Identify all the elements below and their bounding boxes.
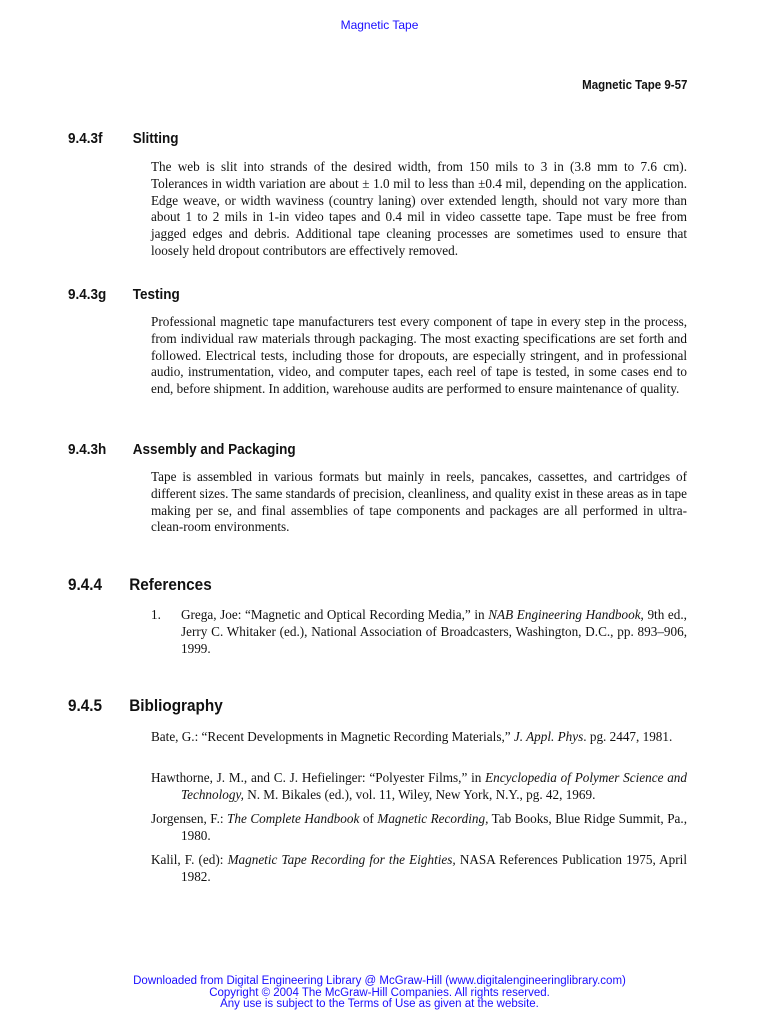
reference-number: 1. [151,607,161,622]
section-heading-testing [68,286,180,303]
assembly-paragraph: Tape is assembled in various formats but mainly in reels, pancakes, cassettes, and cartridges of different sizes. The same standards of precision, cleanliness, and quality exist in these areas as in tape making per se, and final assemblies of tape components and packages are all performed in ultra-clean-room environments. [151,469,687,535]
testing-paragraph: Professional magnetic tape manufacturers test every component of tape in every step in the process, from individual raw materials through packaging. The most exacting specifications are set forth and followed. Electrical tests, including those for dropouts, are especially stringent, and in professional audio, instrumentation, video, and computer tapes, each reel of tape is tested, in some cases end to end, before shipment. In addition, warehouse audits are performed to ensure maintenance of quality. [151,314,687,397]
bibliography-entry: Hawthorne, J. M., and C. J. Hefielinger: “Polyester Films,” in Encyclopedia of Polymer Science and Technology, N. M. Bikales (ed.), vol. 11, Wiley, New York, N.Y., pg. 42, 1969. [151,770,687,802]
section-heading-slitting [68,130,179,147]
section-number: 9.4.5 [68,696,103,715]
bibliography-entry: Kalil, F. (ed): Magnetic Tape Recording for the Eighties, NASA References Publication 1975, April 1982. [151,852,687,884]
section-heading-bibliography [68,696,223,716]
footer [0,976,759,1011]
top-chapter-link[interactable]: Magnetic Tape [340,18,419,32]
section-title: References [129,575,212,594]
section-heading-references [68,575,212,595]
footer-download-link[interactable]: Downloaded from Digital Engineering Library @ McGraw-Hill (www.digitalengineeringlibrary.com) [133,975,626,987]
section-title: Slitting [132,130,179,147]
section-number: 9.4.4 [68,575,103,594]
bibliography-entry: Jorgensen, F.: The Complete Handbook of Magnetic Recording, Tab Books, Blue Ridge Summit, Pa., 1980. [151,811,687,843]
section-heading-assembly [68,441,296,458]
footer-terms-link[interactable]: Any use is subject to the Terms of Use as given at the website. [220,998,539,1010]
section-title: Bibliography [129,696,223,715]
section-number: 9.4.3g [68,286,107,303]
slitting-paragraph: The web is slit into strands of the desired width, from 150 mils to 3 in (3.8 mm to 7.6 cm). Tolerances in width variation are about ± 1.0 mil to less than ±0.4 mil, depending on the application. Edge weave, or width waviness (country laning) over extended length, should not vary more than about 1 to 2 mils in 1-in video tapes and 0.4 mil in video cassette tape. Tape must be free from jagged edges and debris. Additional tape cleaning processes are sometimes used to ensure that loosely held dropout contributors are effectively removed. [151,159,687,258]
section-number: 9.4.3h [68,441,107,458]
reference-item [151,607,687,657]
running-head: Magnetic Tape 9-57 [581,78,687,92]
footer-copyright: Copyright © 2004 The McGraw-Hill Companies. All rights reserved. [209,986,550,999]
section-title: Assembly and Packaging [132,441,296,458]
reference-text: Grega, Joe: “Magnetic and Optical Recording Media,” in NAB Engineering Handbook, 9th ed., Jerry C. Whitaker (ed.), National Association of Broadcasters, Washington, D.C., pp. 893–906, 1999. [181,607,687,656]
section-title: Testing [132,286,180,303]
section-number: 9.4.3f [68,130,103,147]
bibliography-entry: Bate, G.: “Recent Developments in Magnetic Recording Materials,” J. Appl. Phys. pg. 2447, 1981. [151,729,673,744]
